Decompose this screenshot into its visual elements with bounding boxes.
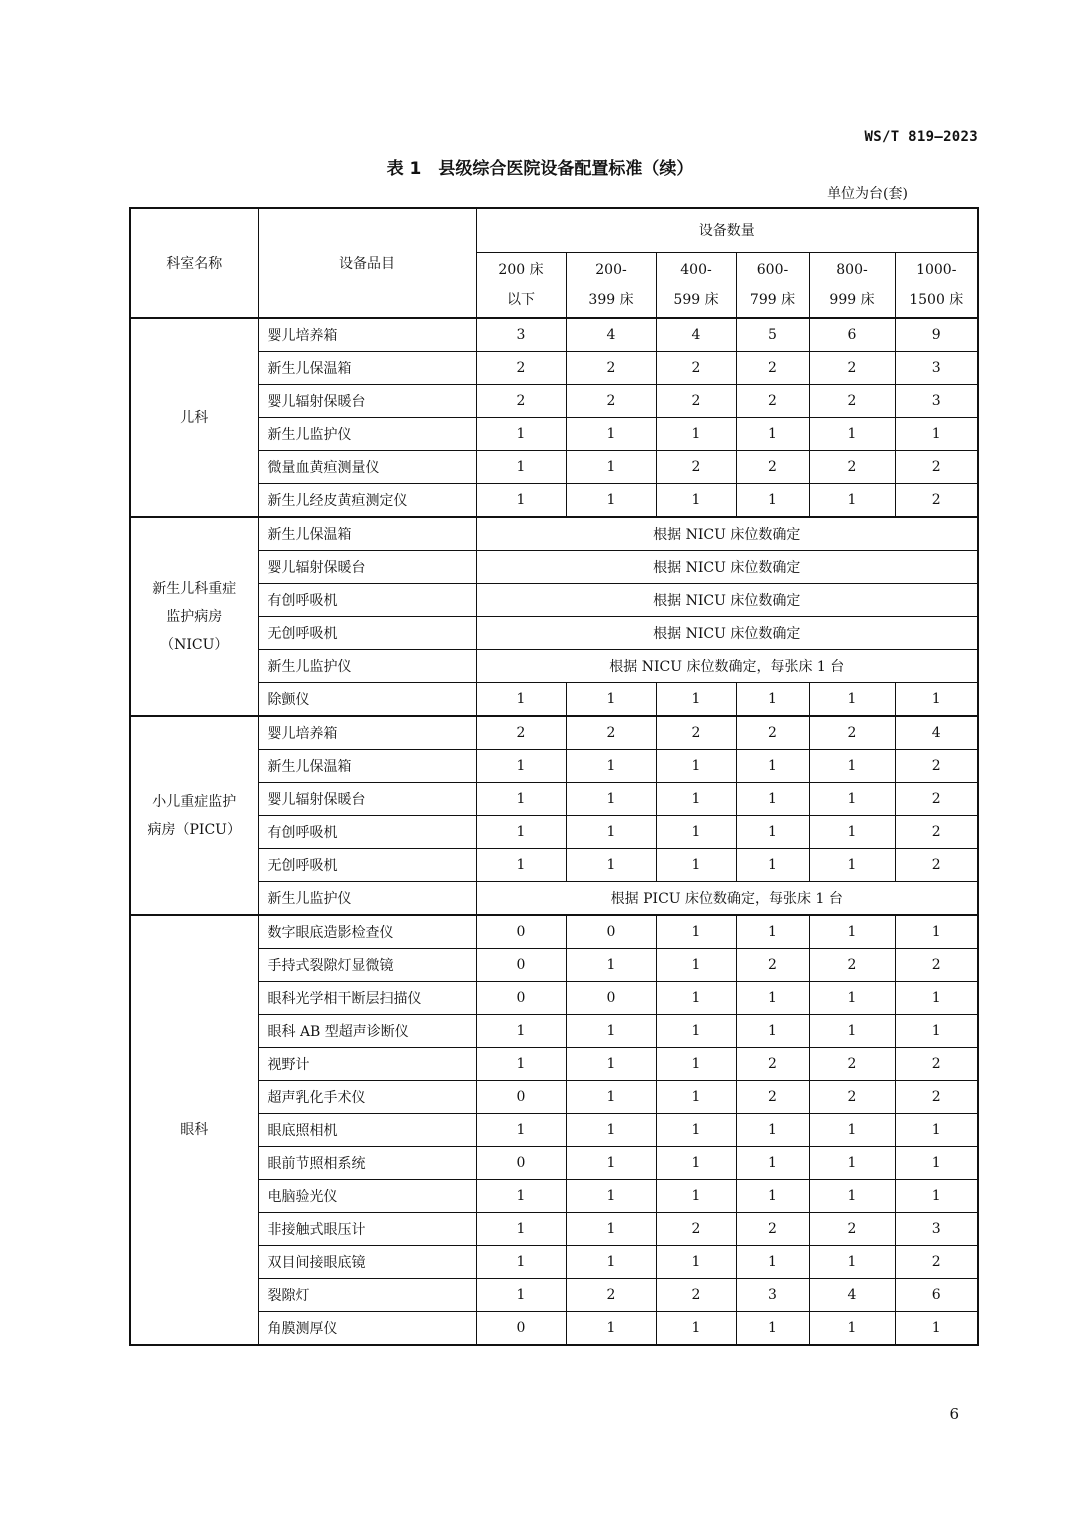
value-cell: 1 bbox=[566, 484, 656, 518]
item-cell: 角膜测厚仪 bbox=[258, 1312, 476, 1346]
value-cell: 1 bbox=[476, 418, 566, 451]
value-cell: 1 bbox=[736, 849, 809, 882]
header-bed-size-line: 1500 床 bbox=[909, 291, 964, 308]
item-cell: 微量血黄疸测量仪 bbox=[258, 451, 476, 484]
value-cell: 1 bbox=[895, 1114, 978, 1147]
item-cell: 无创呼吸机 bbox=[258, 617, 476, 650]
value-cell: 2 bbox=[736, 949, 809, 982]
dept-name-line: 儿科 bbox=[180, 409, 209, 426]
dept-cell bbox=[130, 517, 258, 716]
value-cell: 1 bbox=[656, 418, 736, 451]
value-cell: 1 bbox=[895, 1180, 978, 1213]
value-cell: 2 bbox=[736, 716, 809, 750]
note-cell: 根据 PICU 床位数确定，每张床 1 台 bbox=[476, 882, 978, 916]
value-cell: 1 bbox=[656, 816, 736, 849]
value-cell: 1 bbox=[895, 683, 978, 717]
value-cell: 4 bbox=[895, 716, 978, 750]
value-cell: 1 bbox=[476, 683, 566, 717]
value-cell: 2 bbox=[895, 1246, 978, 1279]
value-cell: 1 bbox=[809, 750, 895, 783]
table-row bbox=[130, 352, 978, 385]
table-row bbox=[130, 551, 978, 584]
item-cell: 数字眼底造影检查仪 bbox=[258, 915, 476, 949]
table-row bbox=[130, 617, 978, 650]
header-dept: 科室名称 bbox=[130, 208, 258, 318]
value-cell: 1 bbox=[736, 484, 809, 518]
value-cell: 1 bbox=[736, 1246, 809, 1279]
dept-name-line: 病房（PICU） bbox=[147, 821, 241, 838]
table-row bbox=[130, 418, 978, 451]
value-cell: 1 bbox=[566, 1312, 656, 1346]
value-cell: 2 bbox=[809, 716, 895, 750]
value-cell: 2 bbox=[656, 1279, 736, 1312]
value-cell: 2 bbox=[809, 1048, 895, 1081]
value-cell: 1 bbox=[736, 418, 809, 451]
table-row bbox=[130, 783, 978, 816]
value-cell: 3 bbox=[895, 352, 978, 385]
table-row bbox=[130, 584, 978, 617]
value-cell: 1 bbox=[895, 1015, 978, 1048]
value-cell: 3 bbox=[736, 1279, 809, 1312]
header-bed-size-line: 399 床 bbox=[588, 291, 634, 308]
table-row bbox=[130, 716, 978, 750]
value-cell: 0 bbox=[566, 982, 656, 1015]
value-cell: 1 bbox=[895, 418, 978, 451]
header-bed-size bbox=[656, 252, 736, 318]
header-item: 设备品目 bbox=[258, 208, 476, 318]
value-cell: 1 bbox=[476, 484, 566, 518]
value-cell: 1 bbox=[656, 1114, 736, 1147]
item-cell: 婴儿辐射保暖台 bbox=[258, 783, 476, 816]
value-cell: 1 bbox=[656, 750, 736, 783]
value-cell: 1 bbox=[566, 1081, 656, 1114]
value-cell: 2 bbox=[476, 352, 566, 385]
table-row bbox=[130, 1015, 978, 1048]
value-cell: 2 bbox=[809, 451, 895, 484]
header-bed-size-line: 600- bbox=[756, 261, 789, 278]
table-row bbox=[130, 650, 978, 683]
item-cell: 裂隙灯 bbox=[258, 1279, 476, 1312]
value-cell: 0 bbox=[476, 1312, 566, 1346]
dept-name-line: 眼科 bbox=[180, 1122, 209, 1138]
table-row bbox=[130, 1114, 978, 1147]
value-cell: 0 bbox=[566, 915, 656, 949]
value-cell: 1 bbox=[566, 750, 656, 783]
note-cell: 根据 NICU 床位数确定 bbox=[476, 584, 978, 617]
item-cell: 眼科光学相干断层扫描仪 bbox=[258, 982, 476, 1015]
value-cell: 2 bbox=[895, 1081, 978, 1114]
value-cell: 2 bbox=[895, 816, 978, 849]
value-cell: 1 bbox=[476, 1279, 566, 1312]
value-cell: 1 bbox=[566, 1180, 656, 1213]
value-cell: 2 bbox=[566, 385, 656, 418]
value-cell: 2 bbox=[895, 1048, 978, 1081]
value-cell: 1 bbox=[656, 949, 736, 982]
value-cell: 2 bbox=[656, 352, 736, 385]
value-cell: 2 bbox=[736, 1048, 809, 1081]
value-cell: 3 bbox=[895, 1213, 978, 1246]
table-row bbox=[130, 915, 978, 949]
item-cell: 视野计 bbox=[258, 1048, 476, 1081]
value-cell: 2 bbox=[895, 750, 978, 783]
value-cell: 1 bbox=[809, 1312, 895, 1346]
value-cell: 1 bbox=[895, 982, 978, 1015]
item-cell: 婴儿培养箱 bbox=[258, 716, 476, 750]
value-cell: 1 bbox=[476, 1114, 566, 1147]
value-cell: 1 bbox=[566, 949, 656, 982]
value-cell: 1 bbox=[476, 1246, 566, 1279]
value-cell: 1 bbox=[736, 1180, 809, 1213]
item-cell: 超声乳化手术仪 bbox=[258, 1081, 476, 1114]
dept-name-line: 监护病房 bbox=[166, 608, 223, 625]
table-row bbox=[130, 849, 978, 882]
standard-code: WS/T 819—2023 bbox=[864, 129, 978, 145]
item-cell: 电脑验光仪 bbox=[258, 1180, 476, 1213]
value-cell: 3 bbox=[476, 318, 566, 352]
header-bed-size-line: 200- bbox=[595, 261, 627, 278]
value-cell: 2 bbox=[736, 385, 809, 418]
item-cell: 新生儿保温箱 bbox=[258, 352, 476, 385]
table-row bbox=[130, 683, 978, 717]
table-row bbox=[130, 318, 978, 352]
value-cell: 1 bbox=[656, 1246, 736, 1279]
value-cell: 1 bbox=[566, 683, 656, 717]
value-cell: 1 bbox=[736, 982, 809, 1015]
table-row bbox=[130, 484, 978, 518]
note-cell: 根据 NICU 床位数确定 bbox=[476, 517, 978, 551]
item-cell: 非接触式眼压计 bbox=[258, 1213, 476, 1246]
value-cell: 4 bbox=[566, 318, 656, 352]
header-bed-size-line: 799 床 bbox=[749, 291, 796, 308]
value-cell: 2 bbox=[656, 451, 736, 484]
dept-cell bbox=[130, 318, 258, 517]
value-cell: 9 bbox=[895, 318, 978, 352]
value-cell: 1 bbox=[895, 915, 978, 949]
value-cell: 1 bbox=[656, 683, 736, 717]
dept-cell bbox=[130, 915, 258, 1345]
value-cell: 3 bbox=[895, 385, 978, 418]
value-cell: 1 bbox=[809, 1114, 895, 1147]
item-cell: 眼科 AB 型超声诊断仪 bbox=[258, 1015, 476, 1048]
value-cell: 1 bbox=[736, 1312, 809, 1346]
value-cell: 1 bbox=[566, 1015, 656, 1048]
item-cell: 眼前节照相系统 bbox=[258, 1147, 476, 1180]
value-cell: 1 bbox=[809, 484, 895, 518]
value-cell: 2 bbox=[476, 385, 566, 418]
table-row bbox=[130, 1246, 978, 1279]
table-row bbox=[130, 1081, 978, 1114]
value-cell: 2 bbox=[566, 716, 656, 750]
value-cell: 1 bbox=[895, 1147, 978, 1180]
table-row bbox=[130, 882, 978, 916]
item-cell: 婴儿辐射保暖台 bbox=[258, 385, 476, 418]
value-cell: 1 bbox=[656, 1312, 736, 1346]
value-cell: 1 bbox=[736, 750, 809, 783]
item-cell: 新生儿保温箱 bbox=[258, 750, 476, 783]
value-cell: 1 bbox=[476, 1015, 566, 1048]
page-number: 6 bbox=[949, 1405, 959, 1423]
item-cell: 除颤仪 bbox=[258, 683, 476, 717]
value-cell: 1 bbox=[566, 1048, 656, 1081]
header-bed-size bbox=[476, 252, 566, 318]
value-cell: 4 bbox=[656, 318, 736, 352]
value-cell: 1 bbox=[656, 1147, 736, 1180]
value-cell: 1 bbox=[566, 1213, 656, 1246]
table-row bbox=[130, 1147, 978, 1180]
dept-cell bbox=[130, 716, 258, 915]
item-cell: 手持式裂隙灯显微镜 bbox=[258, 949, 476, 982]
value-cell: 1 bbox=[809, 816, 895, 849]
value-cell: 1 bbox=[656, 849, 736, 882]
value-cell: 1 bbox=[476, 816, 566, 849]
value-cell: 1 bbox=[656, 783, 736, 816]
note-cell: 根据 NICU 床位数确定，每张床 1 台 bbox=[476, 650, 978, 683]
value-cell: 2 bbox=[566, 352, 656, 385]
table-row bbox=[130, 1048, 978, 1081]
value-cell: 1 bbox=[809, 683, 895, 717]
header-bed-size bbox=[736, 252, 809, 318]
table-row bbox=[130, 949, 978, 982]
dept-name-line: 小儿重症监护 bbox=[152, 793, 237, 810]
value-cell: 1 bbox=[656, 1048, 736, 1081]
item-cell: 婴儿培养箱 bbox=[258, 318, 476, 352]
item-cell: 婴儿辐射保暖台 bbox=[258, 551, 476, 584]
value-cell: 0 bbox=[476, 949, 566, 982]
value-cell: 5 bbox=[736, 318, 809, 352]
value-cell: 1 bbox=[736, 783, 809, 816]
equipment-table bbox=[129, 207, 979, 1346]
value-cell: 1 bbox=[566, 849, 656, 882]
item-cell: 新生儿监护仪 bbox=[258, 650, 476, 683]
value-cell: 1 bbox=[736, 1147, 809, 1180]
value-cell: 1 bbox=[476, 451, 566, 484]
note-cell: 根据 NICU 床位数确定 bbox=[476, 551, 978, 584]
value-cell: 1 bbox=[736, 683, 809, 717]
value-cell: 1 bbox=[566, 451, 656, 484]
value-cell: 2 bbox=[895, 949, 978, 982]
value-cell: 2 bbox=[809, 352, 895, 385]
value-cell: 6 bbox=[895, 1279, 978, 1312]
value-cell: 2 bbox=[809, 385, 895, 418]
item-cell: 眼底照相机 bbox=[258, 1114, 476, 1147]
header-bed-size-line: 599 床 bbox=[673, 291, 719, 308]
item-cell: 新生儿保温箱 bbox=[258, 517, 476, 551]
unit-note: 单位为台(套) bbox=[827, 186, 908, 202]
header-qty-group: 设备数量 bbox=[476, 208, 978, 252]
value-cell: 1 bbox=[476, 750, 566, 783]
value-cell: 1 bbox=[809, 1246, 895, 1279]
value-cell: 1 bbox=[809, 783, 895, 816]
value-cell: 1 bbox=[476, 849, 566, 882]
table-title: 表 1 县级综合医院设备配置标准（续） bbox=[386, 159, 694, 179]
value-cell: 1 bbox=[476, 1213, 566, 1246]
value-cell: 2 bbox=[809, 1213, 895, 1246]
value-cell: 2 bbox=[476, 716, 566, 750]
table-row bbox=[130, 816, 978, 849]
value-cell: 1 bbox=[566, 1114, 656, 1147]
header-bed-size bbox=[895, 252, 978, 318]
value-cell: 2 bbox=[895, 783, 978, 816]
value-cell: 1 bbox=[476, 783, 566, 816]
value-cell: 1 bbox=[809, 418, 895, 451]
value-cell: 2 bbox=[736, 451, 809, 484]
note-cell: 根据 NICU 床位数确定 bbox=[476, 617, 978, 650]
header-bed-size-line: 999 床 bbox=[829, 291, 875, 308]
value-cell: 0 bbox=[476, 1081, 566, 1114]
value-cell: 0 bbox=[476, 1147, 566, 1180]
value-cell: 2 bbox=[566, 1279, 656, 1312]
value-cell: 1 bbox=[656, 1015, 736, 1048]
value-cell: 1 bbox=[566, 816, 656, 849]
value-cell: 1 bbox=[736, 816, 809, 849]
value-cell: 1 bbox=[656, 1180, 736, 1213]
value-cell: 2 bbox=[736, 352, 809, 385]
header-bed-size-line: 以下 bbox=[507, 291, 535, 308]
value-cell: 2 bbox=[736, 1081, 809, 1114]
item-cell: 新生儿经皮黄疸测定仪 bbox=[258, 484, 476, 518]
value-cell: 6 bbox=[809, 318, 895, 352]
value-cell: 1 bbox=[656, 982, 736, 1015]
dept-name-line: 新生儿科重症 bbox=[152, 580, 237, 597]
value-cell: 4 bbox=[809, 1279, 895, 1312]
value-cell: 1 bbox=[809, 1015, 895, 1048]
item-cell: 有创呼吸机 bbox=[258, 584, 476, 617]
item-cell: 有创呼吸机 bbox=[258, 816, 476, 849]
table-row bbox=[130, 385, 978, 418]
header-bed-size-line: 800- bbox=[836, 261, 868, 278]
value-cell: 1 bbox=[566, 783, 656, 816]
value-cell: 1 bbox=[895, 1312, 978, 1346]
value-cell: 1 bbox=[809, 1147, 895, 1180]
value-cell: 1 bbox=[809, 915, 895, 949]
table-row bbox=[130, 1213, 978, 1246]
table-row bbox=[130, 1279, 978, 1312]
value-cell: 1 bbox=[566, 1246, 656, 1279]
header-bed-size bbox=[809, 252, 895, 318]
item-cell: 双目间接眼底镜 bbox=[258, 1246, 476, 1279]
value-cell: 1 bbox=[809, 1180, 895, 1213]
table-row bbox=[130, 517, 978, 551]
value-cell: 2 bbox=[895, 849, 978, 882]
header-bed-size-line: 200 床 bbox=[498, 261, 544, 278]
item-cell: 新生儿监护仪 bbox=[258, 882, 476, 916]
table-row bbox=[130, 750, 978, 783]
dept-name-line: （NICU） bbox=[160, 636, 229, 653]
value-cell: 2 bbox=[809, 1081, 895, 1114]
value-cell: 2 bbox=[656, 385, 736, 418]
value-cell: 1 bbox=[736, 1114, 809, 1147]
value-cell: 1 bbox=[656, 1081, 736, 1114]
value-cell: 0 bbox=[476, 915, 566, 949]
value-cell: 1 bbox=[656, 484, 736, 518]
table-row bbox=[130, 451, 978, 484]
value-cell: 1 bbox=[476, 1048, 566, 1081]
table-row bbox=[130, 1180, 978, 1213]
value-cell: 2 bbox=[656, 1213, 736, 1246]
value-cell: 2 bbox=[656, 716, 736, 750]
header-bed-size-line: 1000- bbox=[916, 261, 957, 278]
value-cell: 1 bbox=[736, 1015, 809, 1048]
header-bed-size bbox=[566, 252, 656, 318]
table-row bbox=[130, 982, 978, 1015]
header-bed-size-line: 400- bbox=[680, 261, 712, 278]
value-cell: 1 bbox=[656, 915, 736, 949]
value-cell: 1 bbox=[566, 1147, 656, 1180]
item-cell: 新生儿监护仪 bbox=[258, 418, 476, 451]
value-cell: 1 bbox=[476, 1180, 566, 1213]
value-cell: 1 bbox=[809, 982, 895, 1015]
value-cell: 0 bbox=[476, 982, 566, 1015]
value-cell: 2 bbox=[895, 451, 978, 484]
value-cell: 1 bbox=[566, 418, 656, 451]
value-cell: 2 bbox=[895, 484, 978, 518]
item-cell: 无创呼吸机 bbox=[258, 849, 476, 882]
table-row bbox=[130, 1312, 978, 1346]
value-cell: 1 bbox=[809, 849, 895, 882]
value-cell: 1 bbox=[736, 915, 809, 949]
value-cell: 2 bbox=[809, 949, 895, 982]
value-cell: 2 bbox=[736, 1213, 809, 1246]
